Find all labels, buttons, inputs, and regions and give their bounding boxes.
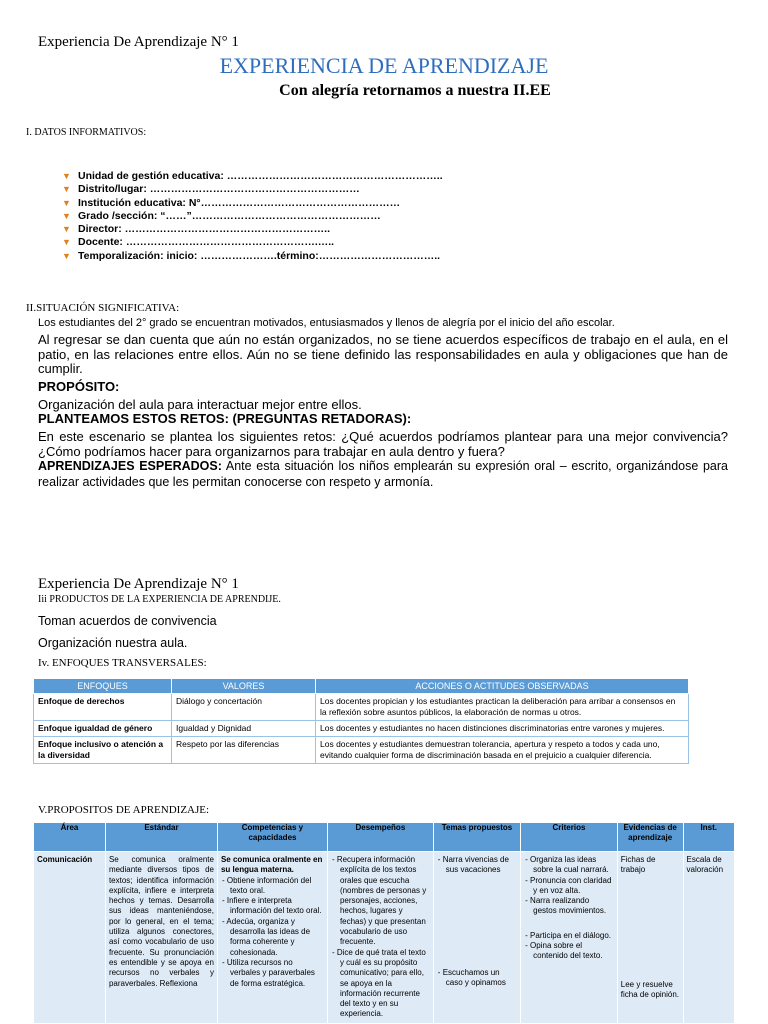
list-item: ▼ Distrito/lugar: ……………………………………………………: [62, 183, 360, 196]
proposito-text: Organización del aula para interactuar mejor entre ellos.: [38, 397, 362, 412]
retos-text: En este escenario se plantea los siguientes retos: ¿Qué acuerdos podríamos plantear para una mejor convivencia? ¿Cómo podríamos hacer para organizarnos para trabajar en aula dentro y fuera?: [38, 429, 728, 459]
column-header: Inst.: [683, 823, 734, 852]
table-row: [34, 852, 735, 1024]
list-item: ▼ Director: …………………………………………………..: [62, 223, 331, 236]
table-cell: Enfoque inclusivo o atención a la diversidad: [34, 737, 172, 764]
arrow-bullet-icon: ▼: [62, 237, 71, 248]
aprendizajes-label: APRENDIZAJES ESPERADOS:: [38, 459, 222, 473]
table-header-row: [34, 823, 735, 852]
list-item: ▼ Grado /sección: “……”………………………………………………: [62, 209, 381, 222]
column-header: Área: [34, 823, 106, 852]
column-header: Competencias y capacidades: [217, 823, 327, 852]
table-cell: Igualdad y Dignidad: [172, 721, 316, 737]
datos-list: [62, 170, 443, 263]
proposito-label: PROPÓSITO:: [38, 379, 120, 394]
list-item: - Infiere e interpreta información del texto oral.: [221, 896, 322, 916]
table-cell: Enfoque de derechos: [34, 694, 172, 721]
evidencia-item: Fichas de trabajo: [620, 855, 656, 875]
situacion-intro: Los estudiantes del 2° grado se encuentran motivados, entusiasmados y llenos de alegría por el inicio del año escolar.: [38, 317, 615, 329]
section-situacion-title: II.SITUACIÓN SIGNIFICATIVA:: [26, 302, 180, 314]
experience-header-2: Experiencia De Aprendizaje N° 1: [38, 576, 239, 592]
table-cell: Respeto por las diferencias: [172, 737, 316, 764]
arrow-bullet-icon: ▼: [62, 197, 71, 208]
column-header: Temas propuestos: [433, 823, 520, 852]
list-item: - Obtiene información del texto oral.: [221, 875, 312, 895]
arrow-bullet-icon: ▼: [62, 250, 71, 261]
column-header: ENFOQUES: [34, 679, 172, 694]
page-subtitle: Con alegría retornamos a nuestra II.EE: [279, 82, 551, 99]
situacion-body: Al regresar se dan cuenta que aún no están organizados, no se tiene acuerdos específicos de trabajo en el aula, en el patio, en las relaciones entre ellos. Aún no se tiene definido las responsabilidades en aula y obligaciones que han de cumplir.: [38, 332, 728, 376]
criterios-cell: [521, 852, 618, 1024]
section-productos-title: Iii PRODUCTOS DE LA EXPERIENCIA DE APRENDIJE.: [38, 594, 281, 605]
list-item: - Organiza las ideas sobre la cual narrará.: [525, 855, 609, 875]
column-header: Criterios: [521, 823, 618, 852]
table-cell: Los docentes y estudiantes demuestran tolerancia, apertura y respeto a todos y cada uno, evitando cualquier forma de discriminación basada en el prejuicio a cualquier diferencia.: [316, 737, 689, 764]
list-item: - Participa en el diálogo.: [525, 930, 611, 940]
enfoques-table: [33, 678, 689, 764]
list-item: - Recupera información explícita de los textos orales que escucha (nombres de personas y personajes, acciones, hechos, lugares y fechas) y que presentan vocabulario de uso frecuente.: [331, 855, 427, 947]
list-item: ▼ Unidad de gestión educativa: ……………………………………………………..: [62, 170, 443, 182]
section-datos-title: I. DATOS INFORMATIVOS:: [26, 127, 147, 138]
list-item: - Adecúa, organiza y desarrolla las ideas de forma coherente y cohesionada.: [221, 916, 311, 957]
estandar-cell: Se comunica oralmente mediante diversos tipos de textos; identifica información explícita, infiere e interpreta hechos y temas. Desarrolla sus ideas manteniéndose, por lo general, en el tema; utiliza algunos conectores, así como vocabulario de uso frecuente. Su pronunciación es entendible y se apoya en recursos no verbales y paraverbales. Reflexiona: [105, 852, 217, 1024]
evidencias-cell: [617, 852, 683, 1024]
producto-item: Organización nuestra aula.: [38, 636, 188, 650]
list-item: - Narra realizando gestos movimientos.: [525, 896, 607, 916]
desempenos-cell: [327, 852, 433, 1024]
temas-cell: [433, 852, 520, 1024]
table-row: [34, 737, 689, 764]
table-cell: Enfoque igualdad de género: [34, 721, 172, 737]
list-item: - Opina sobre el contenido del texto.: [525, 941, 603, 961]
aprendizajes-paragraph: [38, 459, 728, 490]
column-header: Desempeños: [327, 823, 433, 852]
table-row: [34, 694, 689, 721]
section-enfoques-title: Iv. ENFOQUES TRANSVERSALES:: [38, 657, 207, 669]
table-cell: Los docentes y estudiantes no hacen distinciones discriminatorias entre varones y mujeres.: [316, 721, 689, 737]
column-header: Estándar: [105, 823, 217, 852]
retos-label: PLANTEAMOS ESTOS RETOS: (PREGUNTAS RETADORAS):: [38, 411, 412, 426]
arrow-bullet-icon: ▼: [62, 210, 71, 221]
list-item: - Narra vivencias de sus vacaciones: [437, 855, 509, 875]
propositos-table: [33, 822, 735, 1024]
column-header: Evidencias de aprendizaje: [617, 823, 683, 852]
list-item: - Utiliza recursos no verbales y paraverbales de forma estratégica.: [221, 957, 315, 988]
section-propositos-title: V.PROPOSITOS DE APRENDIZAJE:: [38, 804, 210, 816]
arrow-bullet-icon: ▼: [62, 171, 71, 181]
instrumento-cell: Escala de valoración: [683, 852, 734, 1024]
table-header-row: [34, 679, 689, 694]
aprendizajes-text: Ante esta situación los niños emplearán su expresión oral – escrito, organizándose para realizar actividades que les permitan conocerse con respeto y armonía.: [38, 459, 728, 489]
list-item: ▼ Temporalización: inicio: ………………….término:……………………………..: [62, 249, 441, 262]
arrow-bullet-icon: ▼: [62, 184, 71, 195]
arrow-bullet-icon: ▼: [62, 224, 71, 235]
table-cell: Los docentes propician y los estudiantes practican la deliberación para arribar a consensos en la reflexión sobre asuntos públicos, la elaboración de normas u otros.: [316, 694, 689, 721]
list-item: - Dice de qué trata el texto y cuál es su propósito comunicativo; para ello, se apoya en la información recurrente del texto y en su experiencia.: [331, 947, 426, 1019]
page-title: EXPERIENCIA DE APRENDIZAJE: [219, 53, 549, 78]
list-item: - Escuchamos un caso y opinamos: [437, 967, 506, 987]
producto-item: Toman acuerdos de convivencia: [38, 614, 217, 628]
table-cell: Diálogo y concertación: [172, 694, 316, 721]
table-row: [34, 721, 689, 737]
evidencia-item: Lee y resuelve ficha de opinión.: [620, 979, 680, 999]
area-cell: Comunicación: [34, 852, 106, 1024]
competencias-cell: [217, 852, 327, 1024]
list-item: ▼ Docente: ……………………………………………….…..: [62, 236, 335, 249]
competencia-title: Se comunica oralmente en su lengua materna.: [220, 855, 323, 875]
column-header: ACCIONES O ACTITUDES OBSERVADAS: [316, 679, 689, 694]
list-item: - Pronuncia con claridad y en voz alta.: [525, 875, 612, 895]
experience-header: Experiencia De Aprendizaje N° 1: [38, 34, 239, 50]
column-header: VALORES: [172, 679, 316, 694]
list-item: ▼ Institución educativa: N°…………………………………………………: [62, 196, 401, 209]
